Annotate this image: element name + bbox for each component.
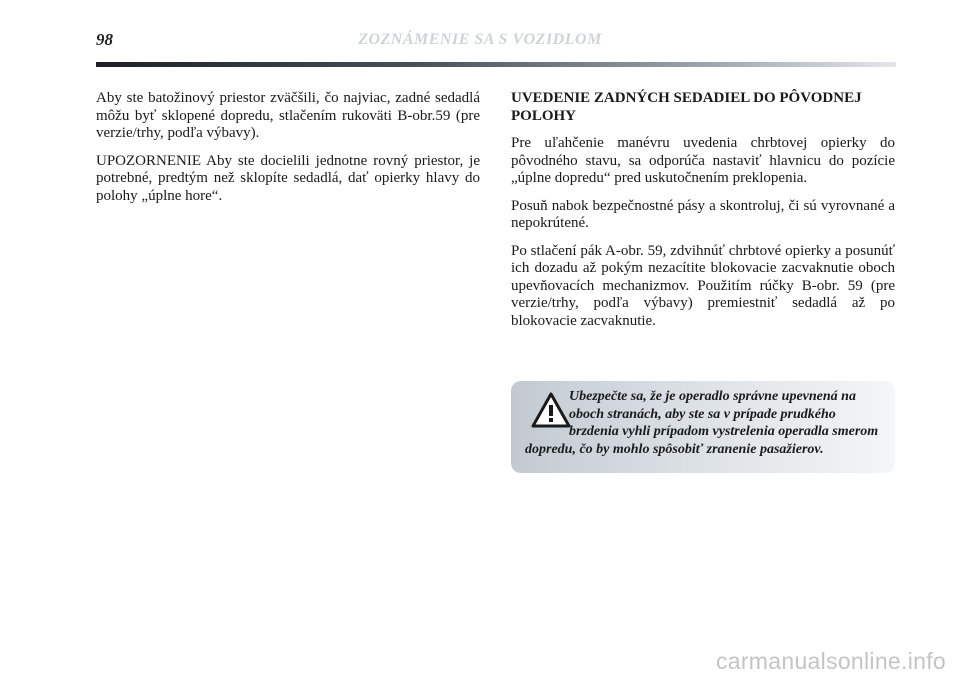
- paragraph: Posuň nabok bezpečnostné pásy a skontroluj, či sú vyrovnané a nepokrútené.: [511, 197, 895, 231]
- page-number: 98: [96, 30, 113, 49]
- paragraph: Aby ste batožinový priestor zväčšili, čo najviac, zadné sedadlá môžu byť sklopené dopredu, stlačením rukoväti B-obr.59 (pre verzie/trhy, podľa výbavy).: [96, 90, 480, 141]
- warning-text: [525, 388, 883, 458]
- left-column: [96, 90, 480, 215]
- paragraph: UPOZORNENIE Aby ste docielili jednotne rovný priestor, je potrebné, predtým než sklopíte sedadlá, dať opierky hlavy do polohy „úplne hore“.: [96, 152, 480, 204]
- warning-message: Ubezpečte sa, že je operadlo správne upevnená na oboch stranách, aby ste sa v prípade prudkého brzdenia vyhli prípadom vystrelenia operadla smerom dopredu, čo by mohlo spôsobiť zranenie pasažierov.: [525, 389, 879, 457]
- paragraph: Po stlačení pák A-obr. 59, zdvihnúť chrbtové opierky a posunúť ich dozadu až pokým nezacítite blokovacie zacvaknutie oboch upevňovacích mechanizmov. Použitím rúčky B-obr. 59 (pre verzie/trhy, podľa výbavy) premiestniť sedadlá až po blokovacie zacvaknutie.: [511, 242, 895, 329]
- right-column: [511, 90, 895, 340]
- watermark: carmanualsonline.info: [715, 648, 946, 674]
- header-rule: [96, 62, 896, 67]
- paragraph: Pre uľahčenie manévru uvedenia chrbtovej opierky do pôvodného stavu, sa odporúča nastaviť hlavnicu do pozície „úplne dopredu“ pred uskutočnením preklopenia.: [511, 135, 895, 186]
- running-header: ZOZNÁMENIE SA S VOZIDLOM: [358, 31, 602, 48]
- section-heading: UVEDENIE ZADNÝCH SEDADIEL DO PÔVODNEJ POLOHY: [511, 90, 862, 124]
- warning-box: [511, 381, 895, 473]
